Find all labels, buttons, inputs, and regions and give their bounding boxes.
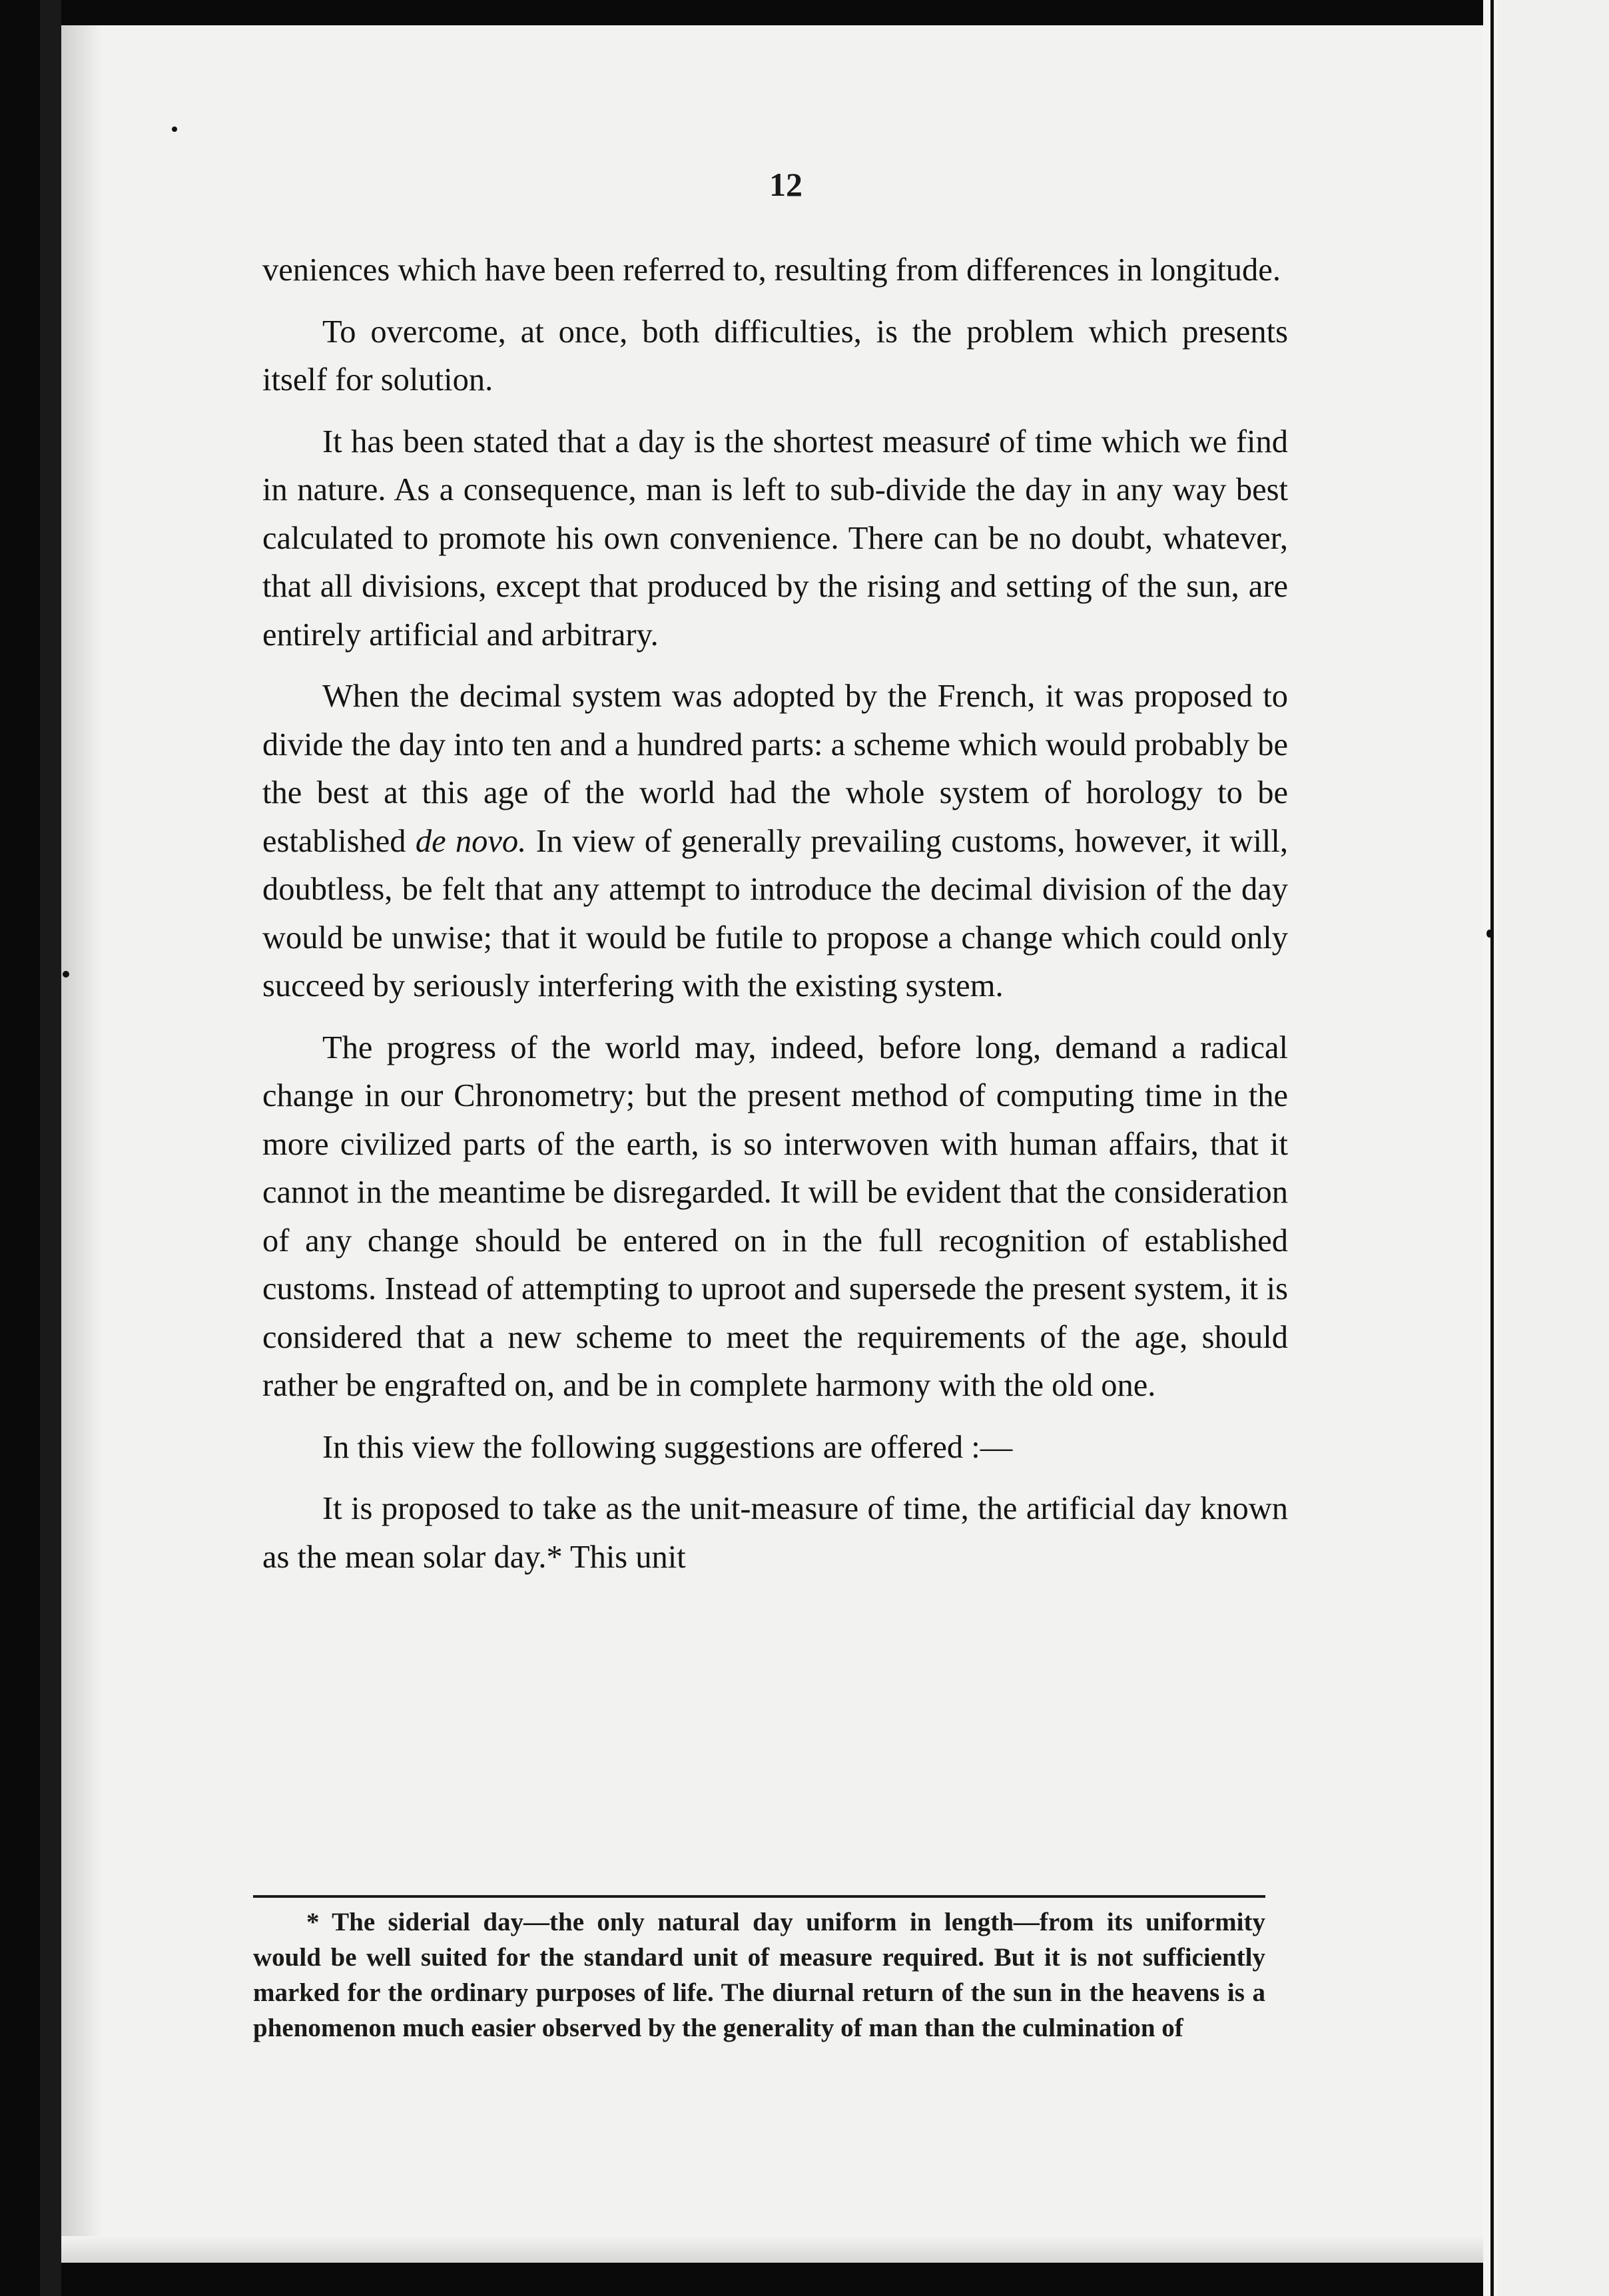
paragraph-text: When the decimal system was adopted by the French, it was proposed to divide the day into ten and a hundred parts: a scheme which would probably be the best at this age of the world had the whole system of horology to be established	[262, 679, 1288, 859]
binding-shadow	[40, 0, 61, 2296]
paragraph: It has been stated that a day is the shortest measure of time which we find in nature. As a consequence, man is left to sub-divide the day in any way best calculated to promote his own convenience. There can be no doubt, whatever, that all divisions, except that produced by the rising and setting of the sun, are entirely artificial and arbitrary.	[262, 424, 1288, 653]
scan-speck	[63, 971, 69, 978]
paragraph: The progress of the world may, indeed, before long, demand a radical change in our Chronometry; but the present method of computing time in the more civilized parts of the earth, is so interwoven with human affairs, that it cannot in the meantime be disregarded. It will be evident that the consideration of any change should be entered on in the full recognition of established customs. Instead of attempting to uproot and supersede the present system, it is considered that a new scheme to meet the requirements of the age, should rather be engrafted on, and be in complete harmony with the old one.	[262, 1029, 1288, 1403]
paragraph: veniences which have been referred to, resulting from differences in longitude.	[262, 252, 1281, 288]
page-shade-left	[61, 25, 101, 2263]
footnote: * The siderial day—the only natural day uniform in length—from its uniformity would be well suited for the standard unit of measure required. But it is not sufficiently marked for the ordinary purposes of life. The diurnal return of the sun in the heavens is a phenomenon much easier observed by the generality of man than the culmination of	[253, 1908, 1265, 2042]
body-text	[262, 246, 1288, 1595]
next-page-edge	[1498, 0, 1609, 2296]
page-number: 12	[769, 166, 803, 203]
scan-speck	[1486, 930, 1492, 938]
paragraph	[262, 673, 1288, 1011]
paragraph: In this view the following suggestions are offered :—	[322, 1429, 1013, 1465]
paragraph-text: In view of generally prevailing customs, however, it will, doubtless, be felt that any attempt to introduce the decimal division of the day would be unwise; that it would be futile to propose a change which could only succeed by seriously interfering with the existing system.	[262, 823, 1288, 1004]
footnote-divider	[253, 1895, 1265, 1898]
paragraph: It is proposed to take as the unit-measure of time, the artificial day known as the mean solar day.* This unit	[262, 1491, 1288, 1575]
italic-phrase: de novo.	[415, 823, 527, 859]
page-edge-line	[1490, 0, 1494, 2296]
paragraph: To overcome, at once, both difficulties, is the problem which presents itself for solution.	[262, 314, 1288, 398]
page-shade-bottom	[61, 2236, 1483, 2263]
scan-speck	[172, 127, 177, 132]
